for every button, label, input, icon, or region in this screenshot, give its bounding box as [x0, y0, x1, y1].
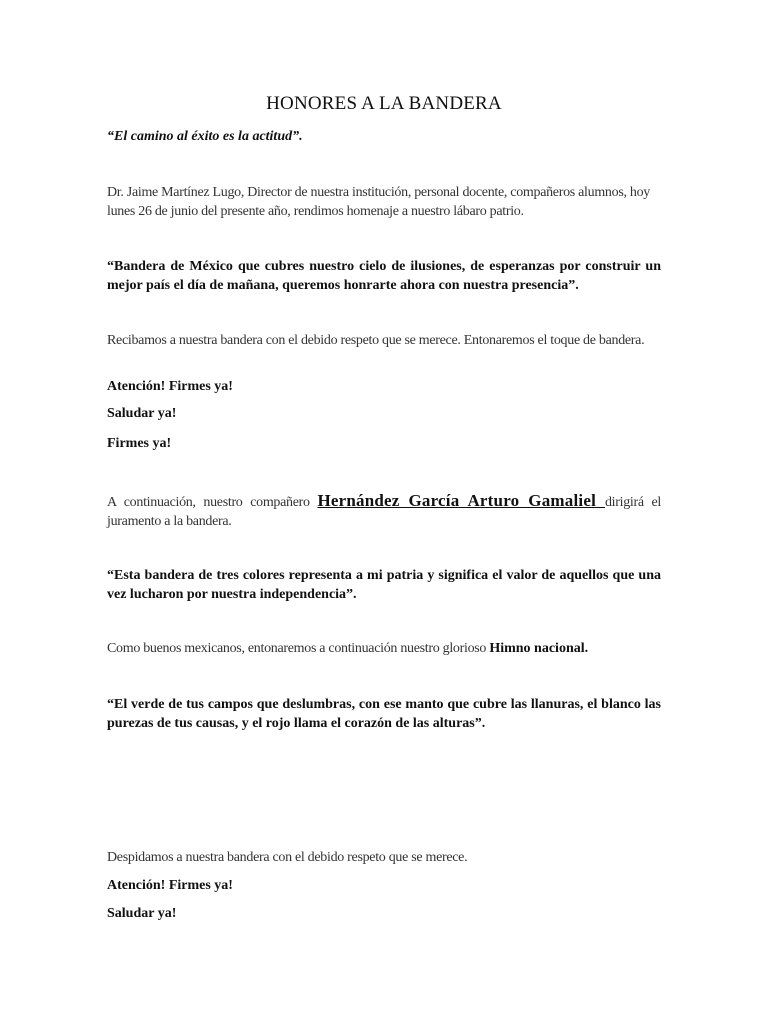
intro-paragraph: Dr. Jaime Martínez Lugo, Director de nuestra institución, personal docente, compañeros alumnos, hoy lunes 26 de junio del presente año, rendimos homenaje a nuestro lábaro patrio.: [107, 185, 650, 219]
quote-bandera: “Bandera de México que cubres nuestro cielo de ilusiones, de esperanzas por construir un mejor país el día de mañana, queremos honrarte ahora con nuestra presencia”.: [107, 259, 661, 293]
student-name: Hernández García Arturo Gamaliel: [317, 491, 605, 510]
quote-tres-colores: “Esta bandera de tres colores representa a mi patria y significa el valor de aquellos que una vez lucharon por nuestra independencia”.: [107, 568, 661, 602]
command-atencion-1: Atención! Firmes ya!: [107, 379, 233, 394]
anthem-name: Himno nacional.: [489, 641, 589, 656]
anthem-text: Como buenos mexicanos, entonaremos a continuación nuestro glorioso: [107, 641, 490, 656]
motto: “El camino al éxito es la actitud”.: [107, 129, 303, 144]
page-title: HONORES A LA BANDERA: [266, 93, 502, 114]
command-saludar-1: Saludar ya!: [107, 406, 177, 421]
oath-text-before: A continuación, nuestro compañero: [107, 495, 318, 510]
oath-paragraph: [107, 491, 661, 531]
receive-paragraph: Recibamos a nuestra bandera con el debido respeto que se merece. Entonaremos el toque de bandera.: [107, 333, 645, 348]
command-atencion-2: Atención! Firmes ya!: [107, 878, 233, 893]
command-firmes: Firmes ya!: [107, 436, 172, 451]
oath-text-after: dirigirá el juramento a la bandera.: [107, 495, 662, 529]
anthem-paragraph: [107, 639, 661, 658]
farewell-paragraph: Despidamos a nuestra bandera con el debido respeto que se merece.: [107, 850, 468, 865]
quote-verde: “El verde de tus campos que deslumbras, con ese manto que cubre las llanuras, el blanco las purezas de tus causas, y el rojo llama el corazón de las alturas”.: [107, 697, 661, 731]
command-saludar-2: Saludar ya!: [107, 906, 177, 921]
